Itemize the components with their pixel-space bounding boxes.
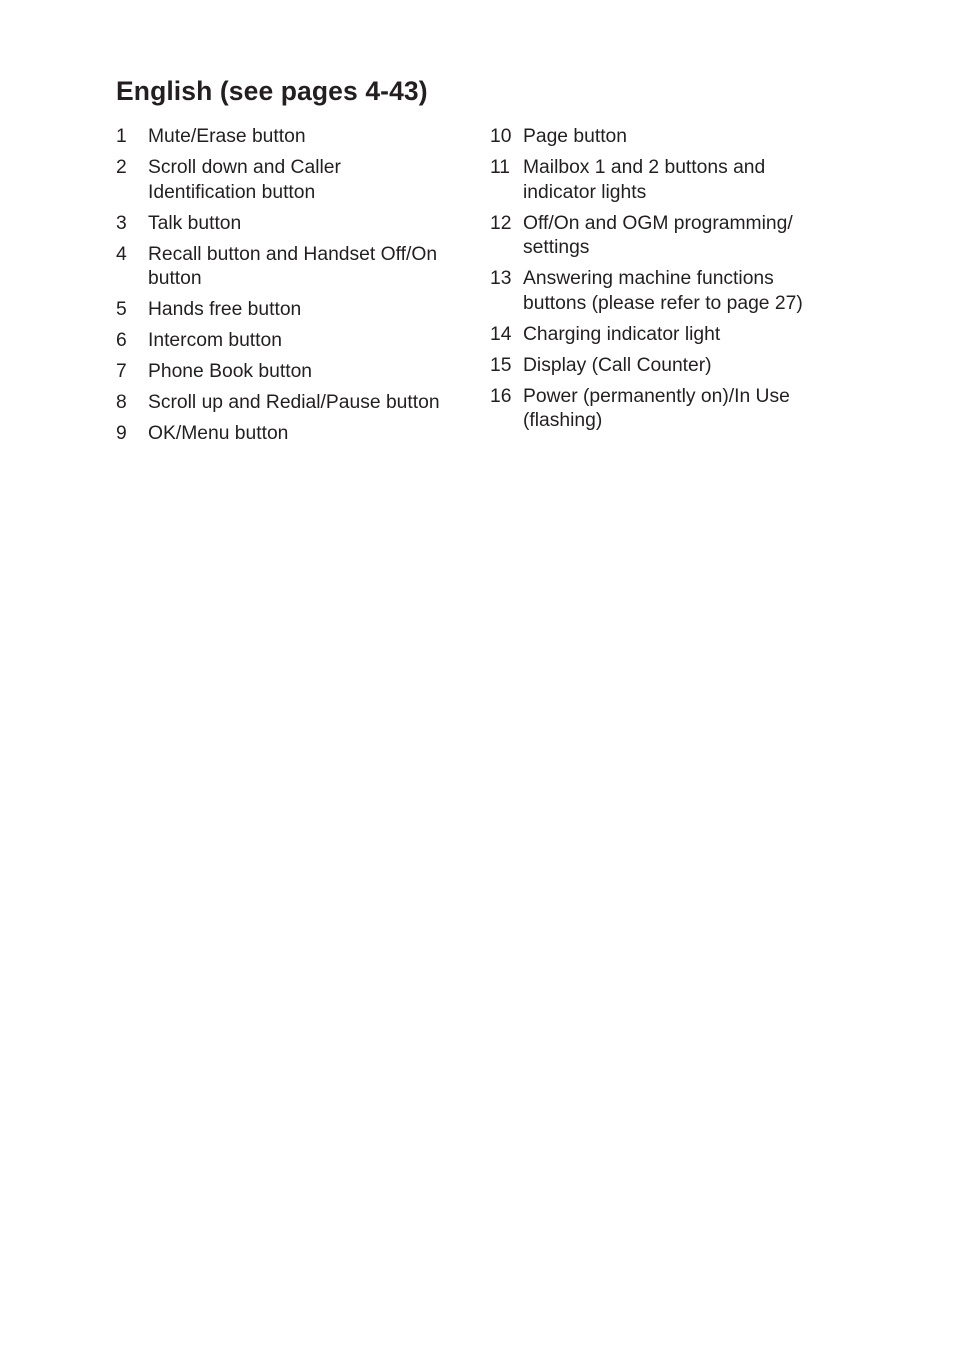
item-number: 4: [116, 243, 127, 265]
item-label-line: settings: [523, 237, 590, 258]
legend-item: [490, 125, 840, 150]
item-label: [148, 125, 476, 150]
item-number: 13: [490, 268, 512, 289]
item-label: [148, 212, 476, 237]
item-label: [523, 125, 840, 150]
item-label: [523, 267, 840, 316]
item-number: 12: [490, 212, 512, 234]
item-label: [523, 156, 840, 205]
item-label: [523, 323, 840, 348]
item-number: 10: [490, 126, 512, 147]
item-number: 15: [490, 354, 512, 376]
legend-item: [116, 125, 476, 150]
item-label: [148, 329, 476, 354]
item-label-line: Power (permanently on)/In Use: [523, 385, 790, 407]
legend-item: [490, 212, 840, 261]
item-label: [148, 360, 476, 385]
legend-item: [490, 323, 840, 348]
item-label-line: Scroll down and Caller: [148, 157, 341, 178]
item-number: 5: [116, 299, 127, 320]
legend-item: [116, 156, 476, 205]
legend-item: [490, 354, 840, 379]
item-label-line: Recall button and Handset Off/On: [148, 243, 438, 265]
item-number: 11: [490, 157, 511, 178]
legend-item: [116, 422, 476, 447]
item-label-line: buttons (please refer to page 27): [523, 292, 803, 314]
item-label-line: Identification button: [148, 181, 316, 203]
item-number: 3: [116, 212, 127, 234]
item-label-line: Scroll up and Redial/Pause button: [148, 392, 440, 413]
legend-item: [116, 212, 476, 237]
legend-item: [116, 298, 476, 323]
item-label-line: Page button: [523, 126, 627, 147]
item-label-line: Charging indicator light: [523, 323, 721, 345]
item-label: [523, 212, 840, 261]
legend-item: [116, 360, 476, 385]
item-label-line: indicator lights: [523, 181, 647, 203]
item-number: 1: [116, 126, 127, 147]
item-label-line: Hands free button: [148, 299, 302, 320]
item-number: 8: [116, 392, 127, 413]
item-number: 2: [116, 157, 127, 178]
item-label: [523, 385, 840, 434]
item-label: [523, 354, 840, 379]
page-heading: English (see pages 4-43): [116, 76, 428, 106]
item-label-line: Talk button: [148, 212, 242, 234]
item-label-line: Display (Call Counter): [523, 354, 712, 376]
item-label-line: Mute/Erase button: [148, 126, 306, 147]
legend-item: [116, 391, 476, 416]
legend-item: [116, 243, 476, 292]
item-number: 9: [116, 423, 127, 444]
legend-item: [490, 156, 840, 205]
legend-list-left: [116, 125, 476, 453]
item-label-line: button: [148, 268, 202, 289]
item-label-line: Intercom button: [148, 330, 282, 351]
item-label-line: (flashing): [523, 410, 603, 431]
item-label-line: OK/Menu button: [148, 423, 289, 444]
legend-item: [490, 385, 840, 434]
legend-list-right: [490, 125, 840, 440]
item-label-line: Mailbox 1 and 2 buttons and: [523, 157, 766, 178]
item-number: 14: [490, 323, 512, 345]
item-label-line: Answering machine functions: [523, 268, 774, 289]
item-number: 6: [116, 330, 127, 351]
legend-item: [116, 329, 476, 354]
item-label: [148, 156, 476, 205]
item-label: [148, 298, 476, 323]
item-label-line: Phone Book button: [148, 361, 313, 382]
item-label: [148, 243, 476, 292]
item-number: 16: [490, 385, 512, 407]
item-label: [148, 391, 476, 416]
legend-item: [490, 267, 840, 316]
item-label-line: Off/On and OGM programming/: [523, 212, 793, 234]
item-number: 7: [116, 361, 127, 382]
item-label: [148, 422, 476, 447]
